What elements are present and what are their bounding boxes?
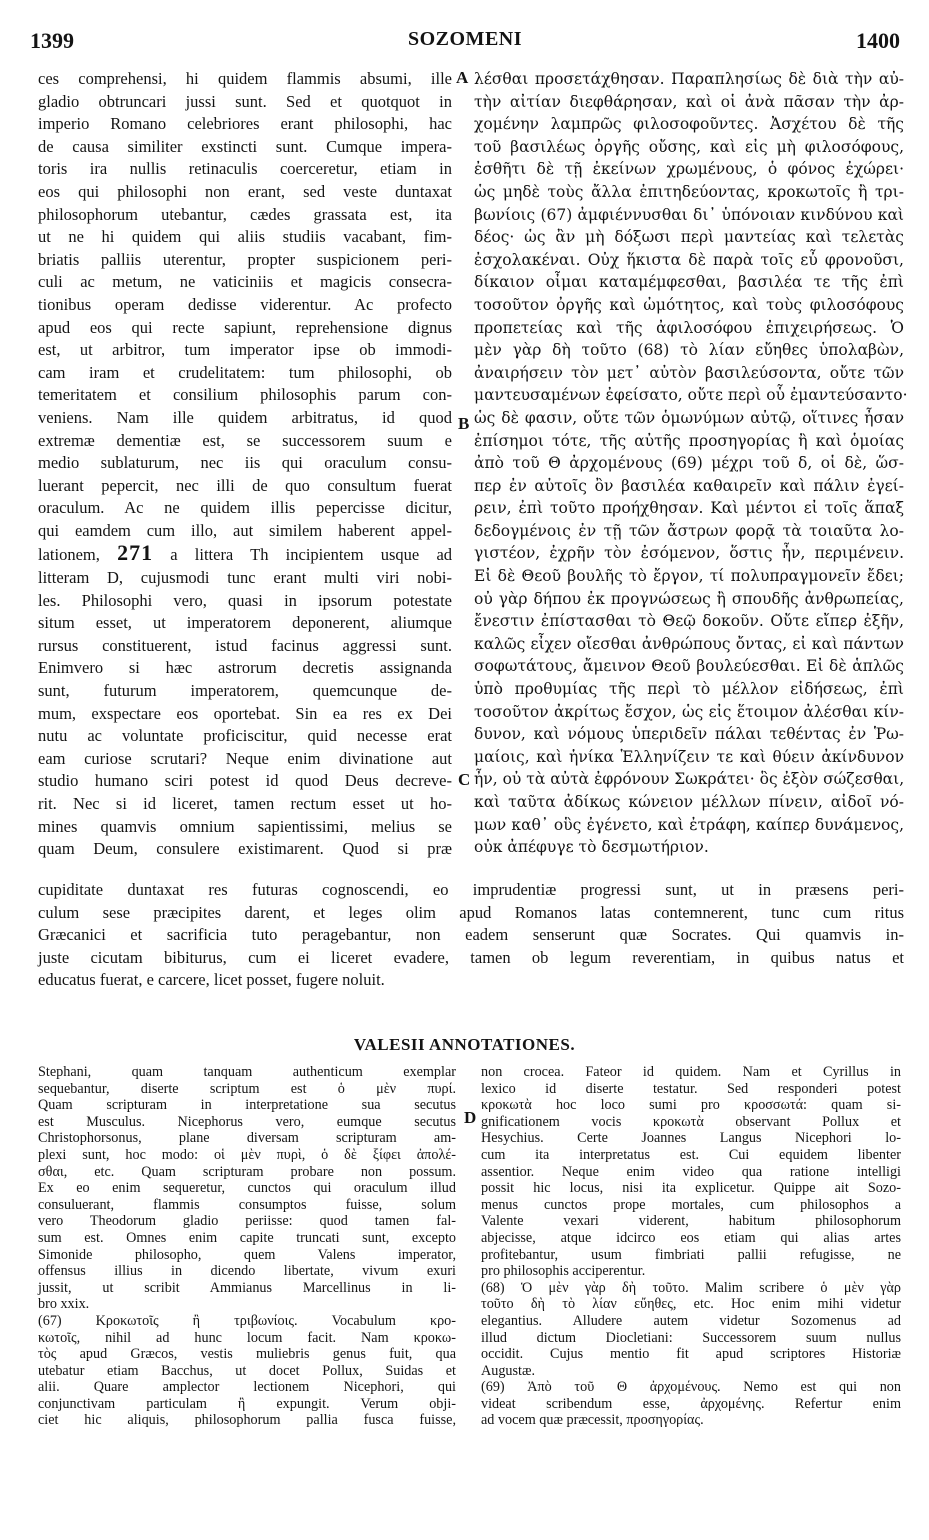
greek-line: ἐπίσημοι τότε, τῆς αὐτῆς προσηγορίας ἢ καὶ ὁμοίας xyxy=(474,431,904,450)
note-line: jussit, ut scribit Ammianus Marcellinus in li- xyxy=(38,1279,456,1296)
greek-line: ἀναιρήσειν τὸν μετ᾽ αὐτὸν βασιλεύσοντα, οὔτε τῶν xyxy=(474,363,904,382)
greek-line: ὡς μηδὲ τοὺς ἄλλα ἐπιτηδεύοντας, κροκωτοῖς ἢ τρι- xyxy=(474,182,904,201)
note-line: menus cunctos prope mortales, cum philosophos a xyxy=(481,1196,901,1213)
annotations-right-column xyxy=(481,1064,901,1429)
greek-line: οὐκ ἀπέφυγε τὸ δεσμωτήριον. xyxy=(474,838,709,857)
note-line: est Musculus. Nicephorus vero, eumque secutus xyxy=(38,1113,456,1130)
note-line: abjecisse, atque idcirco eos etiam qui alias artes xyxy=(481,1229,901,1246)
latin-line: philosophorum utebantur, cædes grassata est, ita xyxy=(38,204,452,224)
left-page-number: 1399 xyxy=(30,28,74,53)
latin-line: studio humano sciri potest id quod Deus decreve- xyxy=(38,771,452,791)
latin-line: culi ac metum, ne vaticiniis et magicis consecra- xyxy=(38,272,452,292)
greek-line: ἀπὸ τοῦ Θ ἀρχομένους (69) μέχρι τοῦ δ, οἱ δὲ, ὥσ- xyxy=(474,454,904,473)
greek-line: γιστέον, ἐχρῆν τὸν ἐσόμενον, ὅστις ἦν, περιμένειν. xyxy=(474,544,904,563)
margin-marker-d: D xyxy=(464,1108,477,1127)
greek-line: ἐσχολακέναι. Οὐχ ἥκιστα δὲ παρὰ τοῖς εὖ φρονοῦσι, xyxy=(474,250,904,269)
note-line: profitebantur, usum fimbriati pallii refugisse, ne xyxy=(481,1246,901,1263)
greek-line: περ ἐν αὐτοῖς ὂν βασιλέα καθαιρεῖν καὶ πάλιν ἐγεί- xyxy=(474,476,904,495)
note-line: τὸς apud Græcos, vestis muliebris genus fuit, qua xyxy=(38,1346,456,1363)
note-line: occidit. Cujus mentio fit apud scriptores Historiæ xyxy=(481,1346,901,1363)
note-line: elegantius. Alludere autem videtur Sozomenus ad xyxy=(481,1312,901,1329)
latin-line: apud eos qui recte sapiunt, reprehensione dignus xyxy=(38,317,452,337)
latin-line: qui eamdem cum illo, aut similem haberent appel- xyxy=(38,520,452,540)
greek-line: Εἰ δὲ Θεοῦ βουλῆς τὸ ἔργον, τί πολυπραγμονεῖν ἔδει; xyxy=(474,567,904,586)
latin-word: lationem, xyxy=(38,545,100,565)
latin-line: veniens. Nam ille quidem arbitratus, id quod xyxy=(38,407,452,427)
latin-line: litteram D, cujusmodi tunc erant multi viri nobi- xyxy=(38,568,452,588)
note-line: pro philosophis acciperentur. xyxy=(481,1263,646,1280)
latin-line: est, ut arbitror, tum imperator ipse ob immodi- xyxy=(38,340,452,360)
latin-line: gladio obtruncari jussi sunt. Sed et quotquot in xyxy=(38,91,452,111)
note-line: (68) Ὁ μὲν γὰρ δὴ τοῦτο. Malim scribere ὁ μὲν γὰρ xyxy=(481,1279,901,1296)
greek-line: ρειν, ἐπὶ τοῦτο προήχθησαν. Καὶ μέντοι εἰ τοῖς ἅπαξ xyxy=(474,499,904,518)
latin-line: mum, exspectare eos oportebat. Sin ea res ex Dei xyxy=(38,703,452,723)
latin-line: les. Philosophi vero, quasi in ipsorum potestate xyxy=(38,590,452,610)
greek-line: ὑπὸ προθυμίας τῆς περὶ τὸ μέλλον εἰδήσεως, ἐπὶ xyxy=(474,680,904,699)
greek-line: οὐ γὰρ δήπου ἐκ προγνώσεως ἢ σπουδῆς ἀνθρωπείας, xyxy=(474,589,904,608)
greek-line: τοσοῦτον ἀκρίτως ἔσχον, ὡς εἰς ἕτοιμον ἀλέσθαι κίν- xyxy=(474,702,904,721)
page-header xyxy=(30,28,900,52)
note-line: consuluerant, flammis consumptos fuisse, solum xyxy=(38,1196,456,1213)
note-line: Hesychius. Certe Joannes Langus Nicephori lo- xyxy=(481,1130,901,1147)
latin-line: extremæ dementiæ est, se successorem suum e xyxy=(38,430,452,450)
latin-line: temeritatem et consilium philosophis parum con- xyxy=(38,385,452,405)
latin-full-line: educatus fuerat, e carcere, licet posset, fugere noluit. xyxy=(38,970,385,990)
latin-line: eos qui philosophi non erant, sed veste duntaxat xyxy=(38,181,452,201)
latin-line: rursus constituerent, istud facinus aggressi sunt. xyxy=(38,635,452,655)
greek-line: ἔνεστιν ἐπίστασθαι τὸ Θεῷ δοκοῦν. Οὔτε εἴπερ ἐξῆν, xyxy=(474,612,904,631)
greek-text-column xyxy=(474,68,908,859)
greek-line: ἦν, οὐ τὰ αὐτὰ ἐφρόνουν Σωκράτει· ὃς ἐξὸν σώζεσθαι, xyxy=(474,770,905,789)
latin-line: de causa similiter exstincti sunt. Cumque impera- xyxy=(38,136,452,156)
note-line: Augustæ. xyxy=(481,1362,535,1379)
latin-line: imperio Romano celebriores erant philosophi, hac xyxy=(38,114,452,134)
latin-line: rit. Nec si id liceret, tamen rectum esset ut ho- xyxy=(38,794,452,813)
greek-line: δεδογμένοις ἐν τῇ τῶν ἄστρων φορᾷ τὰ τοιαῦτα λο- xyxy=(474,521,904,540)
greek-line: καὶ ταῦτα ἀδίκως κώνειον μέλλων πίνειν, αἰδοῖ νό- xyxy=(474,793,904,811)
latin-line: Enimvero si hæc astrorum decretis assignanda xyxy=(38,658,452,678)
note-line: possit hic locus, nisi ita explicetur. Quippe ait Sozo- xyxy=(481,1180,901,1197)
latin-translation-column xyxy=(38,68,452,861)
latin-line: mines quamvis omnium sapientissimi, melius se xyxy=(38,816,452,836)
note-line: assentior. Neque enim video qua ratione intelligi xyxy=(481,1163,901,1180)
latin-line: ces comprehensi, hi quidem flammis absumi, ille xyxy=(38,69,452,88)
greek-line: δέος· ὡς ἂν μὴ δόξωσι περὶ μαντείας καὶ τελετὰς xyxy=(474,228,904,247)
greek-line: σοφωτάτους, ἄμεινον Θεοῦ βουλεύεσθαι. Εἰ δὲ ἁπλῶς xyxy=(474,657,904,676)
latin-full-width-text xyxy=(38,879,904,992)
margin-marker-b: B xyxy=(458,414,470,433)
latin-full-line: cupiditate duntaxat res futuras cognoscendi, eo imprudentiæ progressi sunt, ut in præsens peri- xyxy=(38,880,904,899)
note-line: Simonide philosopho, quem Valens imperator, xyxy=(38,1246,456,1263)
latin-line: cam iram et crudelitatem: tum philosophi, ob xyxy=(38,362,452,382)
note-line: ciet hic aliquis, philosophorum pallia fusca fuisse, xyxy=(38,1412,456,1429)
annotations-heading: VALESII ANNOTATIONES. xyxy=(353,1035,576,1054)
note-line: gnificationem vocis κροκωτὰ observant Pollux et xyxy=(481,1113,901,1130)
greek-line: δίκαιον οἶμαι καταμέμφεσθαι, βασιλέα τε τῆς ἐπὶ xyxy=(474,273,904,292)
latin-line: nutu ac voluntate proficiscitur, quid necesse erat xyxy=(38,726,452,746)
latin-line: quam Deum, consulere existimarent. Quod si præ xyxy=(38,839,452,859)
note-line: conjunctivam particulam ἢ expungit. Verum obji- xyxy=(38,1395,456,1412)
latin-full-line: culum sese præcipites darent, et leges olim apud Romanos latas contemnerent, tunc cum ritus xyxy=(38,902,904,922)
note-line: vero Theodorum gladio periisse: quod tamen fal- xyxy=(38,1213,456,1230)
latin-line: eam curiose scrutari? Neque enim divinatione aut xyxy=(38,748,452,768)
note-line: alii. Quare amplector lectionem Nicephori, qui xyxy=(38,1379,456,1396)
note-line: cum ita interpretatus est. Cui equidem libenter xyxy=(481,1146,901,1163)
note-line: κωτοῖς, nihil ad hunc locum facit. Nam κροκω- xyxy=(38,1329,456,1346)
greek-line: τὴν αἰτίαν διεφθάρησαν, καὶ οἱ ἀνὰ πᾶσαν τὴν ἀρ- xyxy=(474,92,904,111)
greek-line: τοῦ βασιλέως ὀργῆς οὔσης, καὶ εἰς μὴ φιλοσόφους, xyxy=(474,137,904,156)
greek-line: μαντευσαμένων ἐφείσατο, οὔτε περὶ οὗ ἐμαντεύσαντο· xyxy=(474,386,908,405)
note-line: Christophorsonus, plane diversam scripturam am- xyxy=(38,1130,456,1147)
latin-full-line: juste cicutam bibiturus, cum ei liceret evadere, tamen ob legum reverentiam, in quibus natus et xyxy=(38,947,904,967)
latin-full-line: Græcanici et sacrificia tuto peragebantur, non eadem senserunt quæ Socrates. Qui quamvis in- xyxy=(38,925,904,945)
note-line: Quam scripturam in interpretatione sua secutus xyxy=(38,1097,456,1114)
latin-line: toris ira nullis retinaculis coerceretur, etiam in xyxy=(38,159,452,179)
latin-line: medio sublaturum, nec iis qui oraculum consu- xyxy=(38,453,452,473)
latin-line: briatis palliis uterentur, propter suspicionem peri- xyxy=(38,249,452,269)
greek-line: ὡς δὲ φασιν, οὔτε τῶν ὁμωνύμων αὐτῷ, οἵτινες ἦσαν xyxy=(474,408,904,427)
running-title: SOZOMENI xyxy=(407,28,523,50)
note-line: (67) Κροκωτοῖς ἢ τριβωνίοις. Vocabulum κρο- xyxy=(38,1312,456,1329)
latin-line: situm esset, ut imperatorem deponerent, aliumque xyxy=(38,613,452,633)
latin-line-with-column-number xyxy=(38,542,452,567)
greek-line: προπετείας καὶ τῆς ἀφιλοσόφου ἐπιχειρήσεως. Ὁ xyxy=(474,318,904,337)
greek-line: χομένην λαμπρῶς φιλοσοφοῦντες. Ἀσχέτου δὲ τῆς xyxy=(474,115,904,134)
note-line: offensus illius in dicendo libertate, vivum exuri xyxy=(38,1263,456,1280)
note-line: sum est. Omnes enim capite truncati sunt, excepto xyxy=(38,1229,456,1246)
greek-line: ἐσθῆτι δὲ τῇ ἐκείνων χρωμένους, ὁ φόνος ἐχώρει· xyxy=(474,160,904,179)
latin-line: sunt, futurum imperatorem, quemcunque de- xyxy=(38,681,452,701)
greek-line: μων καθ᾽ οὓς ἐγένετο, καὶ ἐτράφη, καίπερ δυνάμενος, xyxy=(474,815,904,834)
note-line: Ex eo enim sequeretur, cunctos qui oraculum illud xyxy=(38,1180,456,1197)
note-line: illud dictum Diocletiani: Successorem suum nullus xyxy=(481,1329,901,1346)
annotations-left-column xyxy=(38,1064,456,1429)
greek-line: μὲν γὰρ δὴ τοῦτο (68) τὸ λίαν εὔηθες ὑπολαβὼν, xyxy=(474,341,904,360)
note-line: τοῦτο δὴ τὸ λίαν εὔηθες, etc. Hoc enim mihi videtur xyxy=(481,1296,901,1313)
greek-line: λέσθαι προσετάχθησαν. Παραπλησίως δὲ διὰ τὴν αὐ- xyxy=(474,70,904,88)
note-line: Stephani, quam tanquam authenticum exemplar xyxy=(38,1064,456,1080)
margin-marker-c: C xyxy=(458,770,471,789)
note-line: κροκωτὰ hoc loco sumi pro κροσσωτά: quam si- xyxy=(481,1097,901,1114)
greek-line: δυνον, καὶ νόμους ὑπεριδεῖν πάλαι τεθέντας ἐν Ῥω- xyxy=(474,725,904,744)
latin-line: tionibus operam dedisse viderentur. Ac profecto xyxy=(38,294,452,314)
column-number: 271 xyxy=(117,540,154,566)
note-line: ad vocem quæ præcessit, προσηγορίας. xyxy=(481,1412,704,1429)
note-line: (69) Ἀπὸ τοῦ Θ ἀρχομένους. Nemo est qui non xyxy=(481,1379,901,1396)
right-page-number: 1400 xyxy=(856,28,900,53)
latin-text: a littera Th incipientem usque ad xyxy=(170,545,453,565)
greek-line: μαίοις, καὶ ἡνίκα Ἑλληνίζειν τε καὶ θύειν ἀκίνδυνον xyxy=(474,747,904,766)
note-line: non crocea. Fateor id quidem. Nam et Cyrillus in xyxy=(481,1064,901,1080)
greek-line: καλῶς εἶχεν οἴεσθαι ἀνθρώπους ὄντας, εἰ καὶ πάντων xyxy=(474,634,904,653)
greek-line: τοσοῦτον ὀργῆς καὶ ὠμότητος, καὶ τοὺς φιλοσόφους xyxy=(474,295,904,314)
latin-line: luerant pepercit, nec illi de quo consultum fuerat xyxy=(38,475,452,495)
note-line: bro xxix. xyxy=(38,1296,90,1313)
note-line: Valente vexari viderent, habitum philosophorum xyxy=(481,1213,901,1230)
note-line: σθαι, etc. Quam scripturam probare non possum. xyxy=(38,1163,456,1180)
note-line: lexico id diserte testatur. Sed responderi potest xyxy=(481,1080,901,1097)
note-line: plexi sunt, hoc modo: οἱ μὲν πυρὶ, ὁ δὲ ξίφει ἀπολέ- xyxy=(38,1146,456,1163)
note-line: videat scribendum esse, ἀρχομένης. Refertur enim xyxy=(481,1395,901,1412)
latin-line: ut ne hi quidem qui aliis studiis vacabant, fim- xyxy=(38,227,452,247)
note-line: sequebantur, diserte scriptum est ὁ μὲν πυρί. xyxy=(38,1080,456,1097)
greek-line: βωνίοις (67) ἀμφιέννυσθαι δι᾽ ὑπόνοιαν κινδύνου καὶ xyxy=(474,205,904,224)
latin-line: oraculum. Ac ne quidem illis pepercisse dicitur, xyxy=(38,498,452,518)
note-line: utebatur etiam Bacchus, ut docet Pollux, Suidas et xyxy=(38,1362,456,1379)
margin-marker-a: A xyxy=(456,68,469,87)
